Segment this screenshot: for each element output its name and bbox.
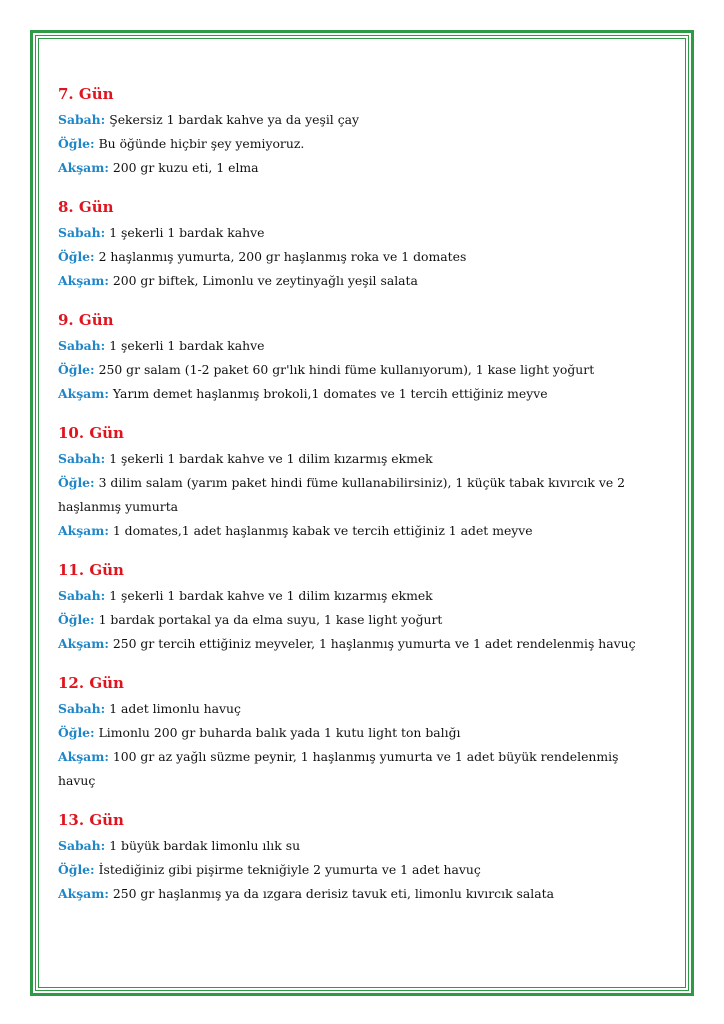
meal-description: İstediğiniz gibi pişirme tekniğiyle 2 yumurta ve 1 adet havuç — [98, 862, 481, 877]
meal-line — [58, 108, 658, 132]
day-title: 7. Gün — [58, 85, 114, 103]
meal-line — [58, 608, 658, 632]
meal-description: 1 şekerli 1 bardak kahve — [109, 225, 265, 240]
day-section — [58, 84, 658, 180]
day-title: 11. Gün — [58, 561, 124, 579]
meal-label: Sabah: — [58, 338, 106, 353]
meal-description: 2 haşlanmış yumurta, 200 gr haşlanmış roka ve 1 domates — [98, 249, 467, 264]
meal-line — [58, 882, 658, 906]
meal-label: Akşam: — [58, 886, 109, 901]
meal-description: 1 domates,1 adet haşlanmış kabak ve tercih ettiğiniz 1 adet meyve — [112, 523, 533, 538]
meal-label: Sabah: — [58, 451, 106, 466]
meal-description: 250 gr tercih ettiğiniz meyveler, 1 haşlanmış yumurta ve 1 adet rendelenmiş havuç — [112, 636, 636, 651]
meal-line — [58, 697, 658, 721]
meal-description: 1 şekerli 1 bardak kahve — [109, 338, 265, 353]
meal-description: Yarım demet haşlanmış brokoli,1 domates ve 1 tercih ettiğiniz meyve — [112, 386, 548, 401]
day-title: 12. Gün — [58, 674, 124, 692]
meal-description: 3 dilim salam (yarım paket hindi füme kullanabilirsiniz), 1 küçük tabak kıvırcık ve 2 haşlanmış yumurta — [58, 475, 625, 514]
meal-description: 100 gr az yağlı süzme peynir, 1 haşlanmış yumurta ve 1 adet büyük rendelenmiş havuç — [58, 749, 619, 788]
meal-label: Sabah: — [58, 225, 106, 240]
meal-label: Öğle: — [58, 136, 95, 151]
meal-line — [58, 269, 658, 293]
meal-label: Sabah: — [58, 701, 106, 716]
meal-label: Öğle: — [58, 362, 95, 377]
day-section — [58, 423, 658, 543]
meal-line — [58, 132, 658, 156]
meal-label: Öğle: — [58, 862, 95, 877]
meal-description: 1 şekerli 1 bardak kahve ve 1 dilim kızarmış ekmek — [109, 588, 433, 603]
meal-label: Öğle: — [58, 249, 95, 264]
meal-label: Akşam: — [58, 273, 109, 288]
meal-description: 1 büyük bardak limonlu ılık su — [109, 838, 301, 853]
day-title: 10. Gün — [58, 424, 124, 442]
meal-description: 250 gr salam (1-2 paket 60 gr'lık hindi füme kullanıyorum), 1 kase light yoğurt — [98, 362, 595, 377]
meal-label: Akşam: — [58, 386, 109, 401]
meal-label: Akşam: — [58, 749, 109, 764]
meal-label: Akşam: — [58, 636, 109, 651]
meal-line — [58, 447, 658, 471]
meal-description: 1 şekerli 1 bardak kahve ve 1 dilim kızarmış ekmek — [109, 451, 433, 466]
meal-label: Öğle: — [58, 475, 95, 490]
meal-line — [58, 471, 658, 519]
meal-line — [58, 745, 658, 793]
meal-line — [58, 334, 658, 358]
day-title: 13. Gün — [58, 811, 124, 829]
meal-label: Akşam: — [58, 523, 109, 538]
meal-line — [58, 221, 658, 245]
meal-line — [58, 721, 658, 745]
meal-description: 250 gr haşlanmış ya da ızgara derisiz tavuk eti, limonlu kıvırcık salata — [112, 886, 554, 901]
day-section — [58, 560, 658, 656]
diet-plan-content — [58, 84, 658, 923]
meal-label: Sabah: — [58, 588, 106, 603]
meal-description: 1 bardak portakal ya da elma suyu, 1 kase light yoğurt — [98, 612, 443, 627]
meal-line — [58, 382, 658, 406]
meal-label: Öğle: — [58, 612, 95, 627]
meal-description: 200 gr kuzu eti, 1 elma — [112, 160, 259, 175]
day-title: 9. Gün — [58, 311, 114, 329]
meal-description: Şekersiz 1 bardak kahve ya da yeşil çay — [109, 112, 360, 127]
meal-label: Sabah: — [58, 838, 106, 853]
meal-line — [58, 584, 658, 608]
meal-line — [58, 632, 658, 656]
meal-description: 1 adet limonlu havuç — [109, 701, 241, 716]
meal-line — [58, 358, 658, 382]
meal-line — [58, 858, 658, 882]
meal-label: Sabah: — [58, 112, 106, 127]
meal-line — [58, 245, 658, 269]
meal-description: Bu öğünde hiçbir şey yemiyoruz. — [98, 136, 305, 151]
meal-line — [58, 834, 658, 858]
meal-label: Akşam: — [58, 160, 109, 175]
meal-line — [58, 519, 658, 543]
day-section — [58, 310, 658, 406]
day-section — [58, 810, 658, 906]
meal-label: Öğle: — [58, 725, 95, 740]
meal-description: 200 gr biftek, Limonlu ve zeytinyağlı yeşil salata — [112, 273, 418, 288]
day-title: 8. Gün — [58, 198, 114, 216]
meal-line — [58, 156, 658, 180]
day-section — [58, 197, 658, 293]
meal-description: Limonlu 200 gr buharda balık yada 1 kutu light ton balığı — [98, 725, 461, 740]
day-section — [58, 673, 658, 793]
